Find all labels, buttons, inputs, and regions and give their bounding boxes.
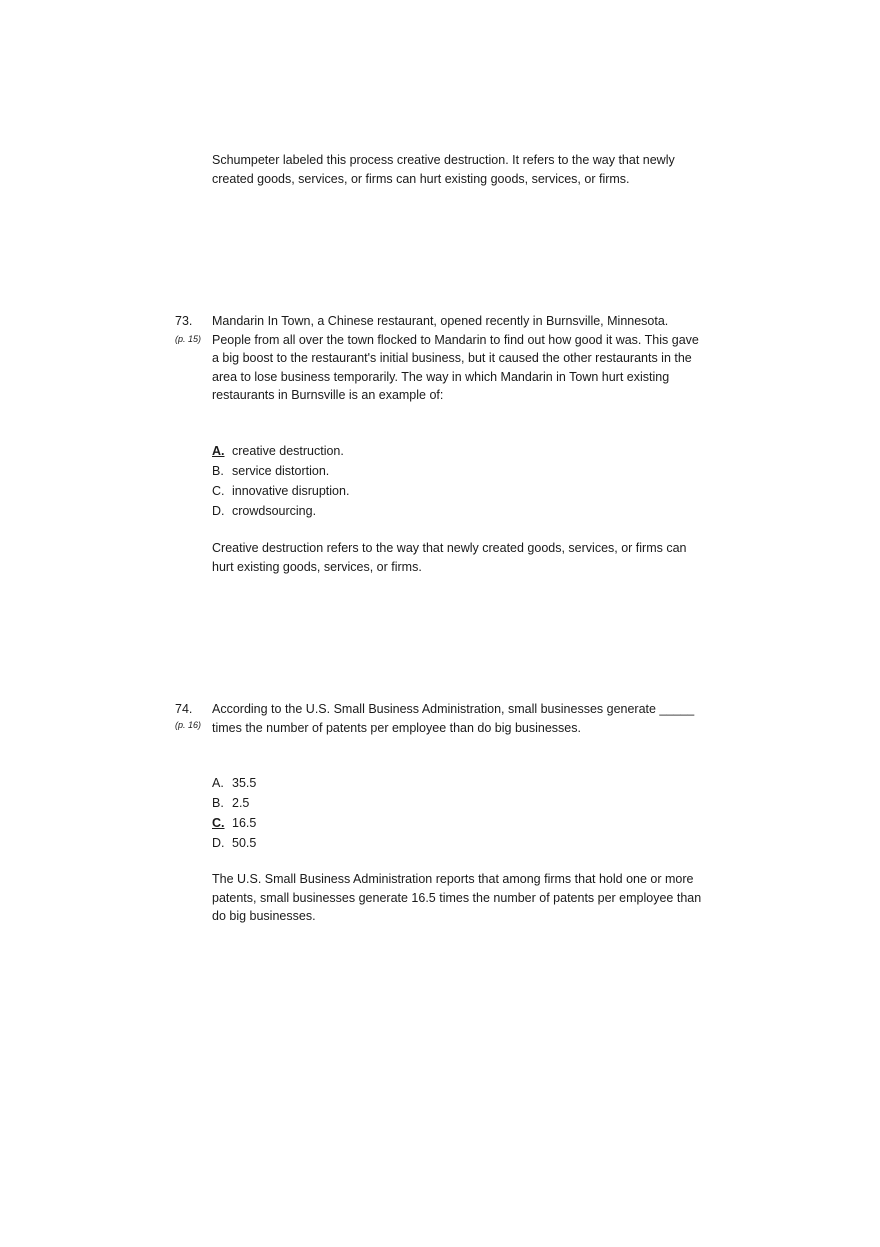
- choice-letter: A.: [212, 444, 225, 458]
- answer-explanation: [212, 870, 708, 926]
- answer-choices: [212, 442, 692, 522]
- answer-explanation: [212, 539, 706, 576]
- choice-letter: C.: [212, 816, 225, 830]
- choice-d[interactable]: [212, 502, 692, 522]
- choice-b[interactable]: [212, 794, 692, 814]
- question-stem-text: According to the U.S. Small Business Administration, small businesses generate _____ times the number of patents per employee than do big businesses.: [212, 702, 695, 735]
- choice-letter: B.: [212, 796, 224, 810]
- page-reference: (p. 16): [175, 720, 202, 730]
- choice-c[interactable]: [212, 482, 692, 502]
- answer-choices: [212, 774, 692, 854]
- choice-text: crowdsourcing.: [232, 504, 317, 518]
- choice-b[interactable]: [212, 462, 692, 482]
- choice-letter: D.: [212, 504, 225, 518]
- choice-letter: B.: [212, 464, 224, 478]
- choice-text: innovative disruption.: [232, 484, 350, 498]
- choice-letter: C.: [212, 484, 225, 498]
- previous-question-explanation: [212, 151, 702, 188]
- question-stem: [212, 700, 708, 737]
- choice-letter: A.: [212, 776, 224, 790]
- choice-d[interactable]: [212, 834, 692, 854]
- choice-text: 35.5: [232, 776, 257, 790]
- question-number: 74.: [175, 702, 193, 716]
- choice-text: service distortion.: [232, 464, 330, 478]
- explanation-text: Creative destruction refers to the way that newly created goods, services, or firms can hurt existing goods, services, or firms.: [212, 541, 687, 574]
- choice-c[interactable]: [212, 814, 692, 834]
- explanation-text: Schumpeter labeled this process creative destruction. It refers to the way that newly created goods, services, or firms can hurt existing goods, services, or firms.: [212, 153, 675, 186]
- explanation-text: The U.S. Small Business Administration reports that among firms that hold one or more patents, small businesses generate 16.5 times the number of patents per employee than do big businesses.: [212, 872, 702, 923]
- choice-a[interactable]: [212, 442, 692, 462]
- choice-text: 50.5: [232, 836, 257, 850]
- choice-a[interactable]: [212, 774, 692, 794]
- choice-letter: D.: [212, 836, 225, 850]
- question-stem: [212, 312, 706, 405]
- choice-text: 16.5: [232, 816, 257, 830]
- choice-text: creative destruction.: [232, 444, 344, 458]
- question-stem-text: Mandarin In Town, a Chinese restaurant, opened recently in Burnsville, Minnesota. People from all over the town flocked to Mandarin to find out how good it was. This gave a big boost to the restaurant's initial business, but it caused the other restaurants in the area to lose business temporarily. The way in which Mandarin in Town hurt existing restaurants in Burnsville is an example of:: [212, 314, 699, 402]
- page-reference: (p. 15): [175, 334, 202, 344]
- choice-text: 2.5: [232, 796, 250, 810]
- question-number: 73.: [175, 314, 193, 328]
